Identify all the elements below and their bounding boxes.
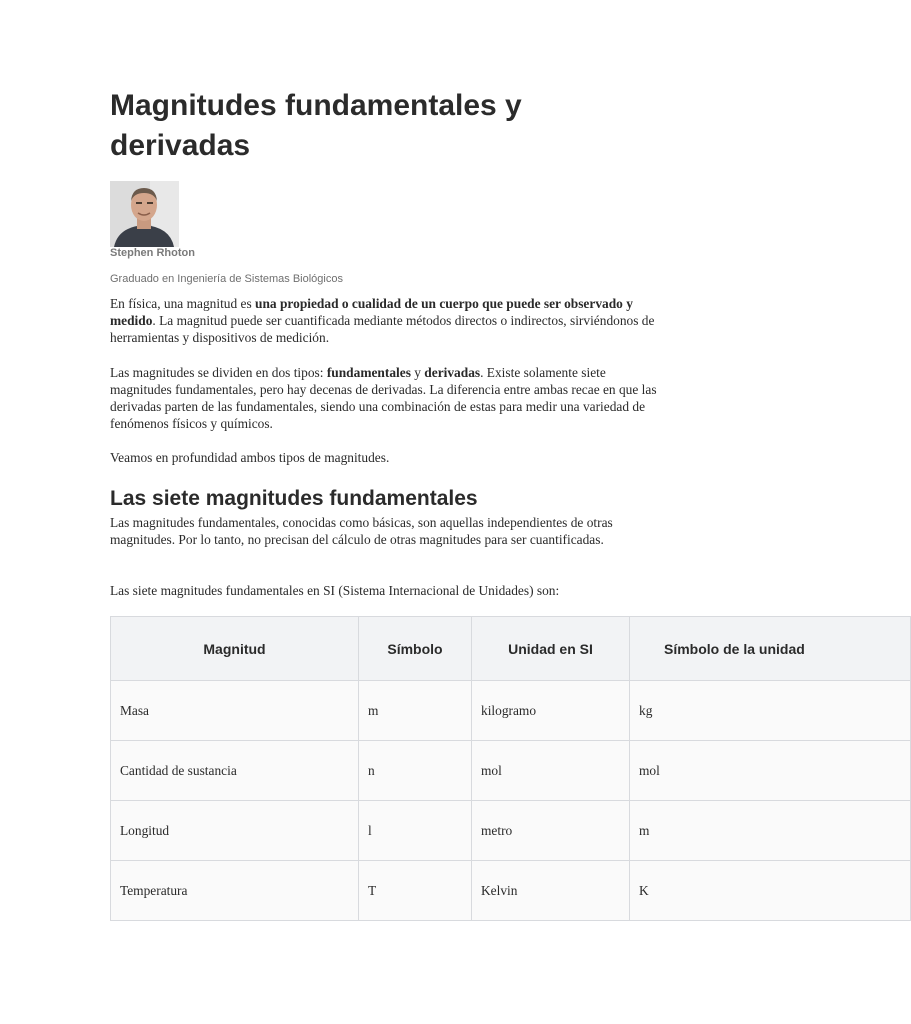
types-paragraph: Las magnitudes se dividen en dos tipos: fundamentales y derivadas. Existe solamente siete magnitudes fundamentales, pero hay decenas de derivadas. La diferencia entre ambas recae en que las derivadas parten de las fundamentales, siendo una combinación de estas para medir una variedad de fenómenos físicos y químicos. xyxy=(110,365,657,431)
table-header-row xyxy=(111,617,911,681)
table-row xyxy=(111,861,911,921)
table-row xyxy=(111,681,911,741)
table-cell: n xyxy=(359,741,472,801)
table-cell: Masa xyxy=(111,681,359,741)
table-row xyxy=(111,801,911,861)
author-photo-image xyxy=(110,181,179,247)
table-cell: kilogramo xyxy=(472,681,630,741)
transition-paragraph: Veamos en profundidad ambos tipos de magnitudes. xyxy=(110,450,390,465)
table-cell: T xyxy=(359,861,472,921)
table-cell: l xyxy=(359,801,472,861)
table-cell: Kelvin xyxy=(472,861,630,921)
intro-paragraph: En física, una magnitud es una propiedad o cualidad de un cuerpo que puede ser observado y medido. La magnitud puede ser cuantificada mediante métodos directos o indirectos, sirviéndonos de herramientas y dispositivos de medición. xyxy=(110,296,655,345)
table-cell: m xyxy=(630,801,911,861)
table-cell: Temperatura xyxy=(111,861,359,921)
author-role: Graduado en Ingeniería de Sistemas Biológicos xyxy=(110,273,343,285)
section-heading: Las siete magnitudes fundamentales xyxy=(110,487,478,510)
magnitudes-table-container[interactable] xyxy=(110,616,805,924)
table-header-cell: Símbolo de la unidad xyxy=(630,617,911,681)
table-cell: m xyxy=(359,681,472,741)
author-name[interactable]: Stephen Rhoton xyxy=(110,247,195,259)
table-cell: metro xyxy=(472,801,630,861)
table-cell: kg xyxy=(630,681,911,741)
table-cell: K xyxy=(630,861,911,921)
author-avatar xyxy=(110,181,179,247)
table-cell: mol xyxy=(630,741,911,801)
table-cell: mol xyxy=(472,741,630,801)
table-cell: Longitud xyxy=(111,801,359,861)
si-intro-paragraph: Las siete magnitudes fundamentales en SI (Sistema Internacional de Unidades) son: xyxy=(110,583,560,598)
table-header-cell: Unidad en SI xyxy=(472,617,630,681)
magnitudes-table xyxy=(110,616,911,921)
fundamentals-paragraph: Las magnitudes fundamentales, conocidas como básicas, son aquellas independientes de otras magnitudes. Por lo tanto, no precisan del cálculo de otras magnitudes para ser cuantificadas. xyxy=(110,515,613,547)
table-row xyxy=(111,741,911,801)
table-cell: Cantidad de sustancia xyxy=(111,741,359,801)
table-header-cell: Magnitud xyxy=(111,617,359,681)
table-header-cell: Símbolo xyxy=(359,617,472,681)
page-title: Magnitudes fundamentales y derivadas xyxy=(110,89,522,162)
